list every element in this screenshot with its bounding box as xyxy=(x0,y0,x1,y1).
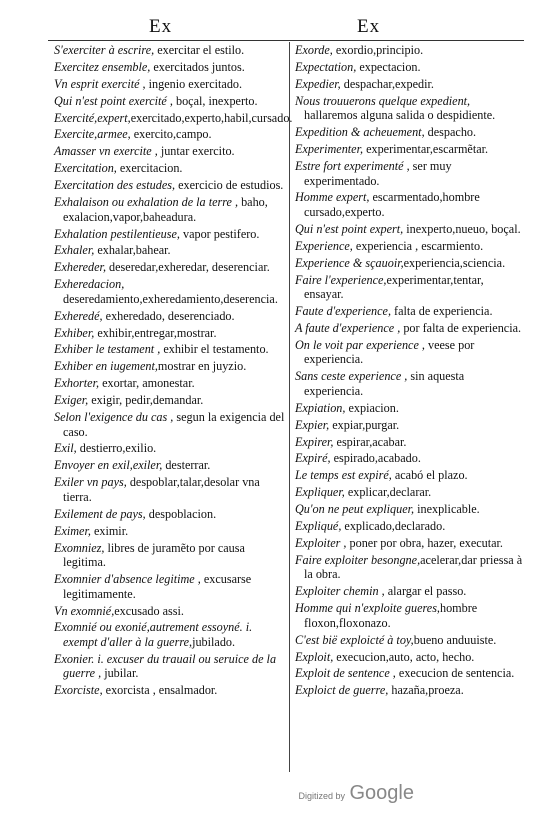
entry-french-term: Exilement de pays, xyxy=(54,506,146,521)
dictionary-entry xyxy=(295,142,523,157)
entry-spanish-gloss: expectacion. xyxy=(356,59,421,74)
dictionary-entry xyxy=(54,60,286,75)
dictionary-entry xyxy=(54,604,286,619)
entry-french-term: Estre fort experimenté , xyxy=(295,158,410,173)
entry-spanish-gloss: desterrar. xyxy=(162,458,211,473)
dictionary-entry xyxy=(54,94,286,109)
entry-french-term: Exhiber le testament , xyxy=(54,342,161,357)
dictionary-entry xyxy=(54,227,286,242)
entry-french-term: Homme qui n'exploite gueres, xyxy=(295,601,440,616)
entry-french-term: Experience & sçauoir, xyxy=(295,255,404,270)
dictionary-entry xyxy=(54,507,286,522)
entry-french-term: Expliquer, xyxy=(295,485,345,500)
dictionary-entry xyxy=(54,652,286,681)
entry-french-term: Exomnié ou exonié,autrement essoyné. i. exempt d'aller à la guerre, xyxy=(54,620,253,649)
entry-spanish-gloss: baho, exalacion,vapor,baheadura. xyxy=(63,195,268,224)
entry-french-term: Exercitation, xyxy=(54,161,117,176)
entry-spanish-gloss: veese por experiencia. xyxy=(304,337,475,367)
dictionary-entry xyxy=(295,321,523,336)
entry-french-term: Exercitation des estudes, xyxy=(54,178,176,193)
entry-french-term: Expedier, xyxy=(295,76,341,91)
entry-french-term: Expirer, xyxy=(295,434,334,449)
entry-spanish-gloss: excusado assi. xyxy=(114,603,184,618)
entry-spanish-gloss: exigir, pedir,demandar. xyxy=(88,393,204,408)
dictionary-entry xyxy=(54,127,286,142)
dictionary-entry xyxy=(295,304,523,319)
dictionary-entry xyxy=(54,144,286,159)
entry-spanish-gloss: explicado,declarado. xyxy=(341,519,446,534)
entry-french-term: Exercité,expert, xyxy=(54,110,131,125)
dictionary-entry xyxy=(54,77,286,92)
entry-french-term: Exhiber en iugement, xyxy=(54,359,158,374)
entry-spanish-gloss: hombre floxon,floxonazo. xyxy=(304,601,478,630)
dictionary-entry xyxy=(54,475,286,504)
dictionary-entry xyxy=(295,190,523,219)
dictionary-entry xyxy=(54,410,286,439)
column-divider xyxy=(289,42,290,772)
entry-french-term: Nous trouuerons quelque expedient, xyxy=(295,93,471,108)
entry-french-term: Qu'on ne peut expliquer, xyxy=(295,502,415,517)
entry-french-term: Exil, xyxy=(54,441,77,456)
entry-french-term: Homme expert, xyxy=(295,190,370,205)
dictionary-entry xyxy=(295,60,523,75)
dictionary-entry xyxy=(295,418,523,433)
entry-spanish-gloss: execucion de sentencia. xyxy=(395,666,515,681)
entry-spanish-gloss: exheredado, deserenciado. xyxy=(102,308,235,323)
entry-spanish-gloss: acabó el plazo. xyxy=(391,468,468,483)
entry-french-term: Exomnier d'absence legitime , xyxy=(54,572,201,587)
entry-french-term: Exploiter chemin , xyxy=(295,584,385,599)
dictionary-entry xyxy=(295,633,523,648)
dictionary-entry xyxy=(54,260,286,275)
entry-spanish-gloss: exercito,campo. xyxy=(130,127,212,142)
entry-spanish-gloss: experiencia,sciencia. xyxy=(403,255,506,270)
entry-french-term: Exheredé, xyxy=(54,308,103,323)
entry-french-term: Exhaler, xyxy=(54,243,95,258)
dictionary-entry xyxy=(295,256,523,271)
entry-spanish-gloss: experiencia , escarmiento. xyxy=(352,238,484,253)
entry-spanish-gloss: espirar,acabar. xyxy=(333,434,407,449)
entry-french-term: Expiation, xyxy=(295,400,346,415)
dictionary-entry xyxy=(54,277,286,306)
entry-french-term: A faute d'experience , xyxy=(295,320,401,335)
entry-french-term: Vn exomnié, xyxy=(54,603,115,618)
entry-spanish-gloss: explicar,declarar. xyxy=(344,485,432,500)
dictionary-entry xyxy=(295,239,523,254)
entry-french-term: On le voit par experience , xyxy=(295,337,425,352)
dictionary-entry xyxy=(295,502,523,517)
entry-spanish-gloss: despoblar,talar,desolar vna tierra. xyxy=(63,475,260,504)
entry-french-term: Faute d'experience, xyxy=(295,304,391,319)
entry-spanish-gloss: execucion,auto, acto, hecho. xyxy=(333,649,475,664)
entry-spanish-gloss: boçal, inexperto. xyxy=(172,93,258,108)
dictionary-entry xyxy=(54,342,286,357)
dictionary-entry xyxy=(295,451,523,466)
entry-spanish-gloss: ser muy experimentado. xyxy=(304,158,452,188)
running-head-left: Ex xyxy=(149,16,173,37)
entry-french-term: Exploit, xyxy=(295,649,334,664)
entry-spanish-gloss: exercitacion. xyxy=(116,161,183,176)
dictionary-entry xyxy=(295,519,523,534)
dictionary-entry xyxy=(54,524,286,539)
entry-french-term: Exercite,armee, xyxy=(54,127,131,142)
entry-french-term: Exorciste, xyxy=(54,683,103,698)
dictionary-entry xyxy=(295,601,523,630)
entry-spanish-gloss: sin aquesta experiencia. xyxy=(304,369,465,398)
dictionary-entry xyxy=(295,683,523,698)
entry-spanish-gloss: exercitar el estilo. xyxy=(154,43,245,57)
entry-french-term: Le temps est expiré, xyxy=(295,468,392,483)
dictionary-entry xyxy=(295,401,523,416)
entry-french-term: Exhiber, xyxy=(54,325,95,340)
dictionary-entry xyxy=(295,553,523,582)
dictionary-entry xyxy=(54,178,286,193)
entry-spanish-gloss: exordio,principio. xyxy=(332,43,424,57)
dictionary-entry xyxy=(295,369,523,398)
entry-french-term: Qui n'est point expert, xyxy=(295,221,404,236)
dictionary-entry xyxy=(54,683,286,698)
dictionary-entry xyxy=(54,376,286,391)
entry-french-term: Expier, xyxy=(295,417,330,432)
left-column xyxy=(54,43,293,700)
entry-spanish-gloss: exhibir el testamento. xyxy=(160,342,269,357)
dictionary-entry xyxy=(54,161,286,176)
entry-spanish-gloss: segun la exigencia del caso. xyxy=(63,410,285,439)
entry-french-term: Exhalation pestilentieuse, xyxy=(54,226,180,241)
dictionary-entry xyxy=(54,620,286,649)
dictionary-entry xyxy=(295,222,523,237)
dictionary-entry xyxy=(54,43,286,58)
entry-spanish-gloss: deseredar,exheredar, deserenciar. xyxy=(106,260,270,275)
dictionary-entry xyxy=(295,159,523,188)
entry-spanish-gloss: expiar,purgar. xyxy=(329,417,400,432)
entry-french-term: Envoyer en exil,exiler, xyxy=(54,458,163,473)
dictionary-entry xyxy=(295,650,523,665)
entry-french-term: Vn esprit exercité , xyxy=(54,76,146,91)
entry-spanish-gloss: poner por obra, hazer, executar. xyxy=(346,535,503,550)
entry-spanish-gloss: alargar el passo. xyxy=(384,584,467,599)
right-column xyxy=(295,43,523,700)
dictionary-entry xyxy=(295,468,523,483)
entry-french-term: Exonier. i. excuser du trauail ou seruice de la guerre , xyxy=(54,651,277,681)
entry-french-term: S'exerciter à escrire, xyxy=(54,43,155,57)
entry-spanish-gloss: inexplicable. xyxy=(414,502,480,517)
entry-french-term: Exomniez, xyxy=(54,540,105,555)
entry-spanish-gloss: escarmentado,hombre cursado,experto. xyxy=(304,190,480,220)
entry-spanish-gloss: juntar exercito. xyxy=(157,144,235,159)
entry-french-term: C'est bië exploicté à toy, xyxy=(295,632,414,647)
entry-french-term: Exploit de sentence , xyxy=(295,666,396,681)
entry-spanish-gloss: falta de experiencia. xyxy=(391,304,493,319)
dictionary-entry xyxy=(54,359,286,374)
entry-spanish-gloss: bueno anduuiste. xyxy=(413,632,497,647)
entry-french-term: Exheredacion, xyxy=(54,277,125,292)
entry-spanish-gloss: despacho. xyxy=(424,125,477,140)
dictionary-entry xyxy=(295,43,523,58)
entry-spanish-gloss: espirado,acabado. xyxy=(330,451,421,466)
entry-french-term: Experimenter, xyxy=(295,142,364,157)
entry-spanish-gloss: exhalar,bahear. xyxy=(94,243,171,258)
entry-spanish-gloss: acelerar,dar priessa à la obra. xyxy=(304,552,523,582)
entry-french-term: Expliqué, xyxy=(295,519,342,534)
entry-french-term: Faire exploiter besongne, xyxy=(295,552,421,567)
entry-spanish-gloss: libres de juramẽto por causa legitima. xyxy=(63,540,245,570)
dictionary-entry xyxy=(54,110,293,126)
dictionary-entry xyxy=(295,77,523,92)
dictionary-entry xyxy=(295,273,523,302)
dictionary-entry xyxy=(54,458,286,473)
watermark-prefix: Digitized by xyxy=(298,791,345,801)
entry-spanish-gloss: experimentar,escarmẽtar. xyxy=(363,142,489,157)
digitized-by-watermark xyxy=(298,782,414,805)
entry-spanish-gloss: deseredamiento,exheredamiento,deserencia. xyxy=(63,291,278,306)
entry-french-term: Exhereder, xyxy=(54,260,106,275)
entry-spanish-gloss: exercicio de estudios. xyxy=(175,178,284,193)
entry-spanish-gloss: experimentar,tentar, ensayar. xyxy=(304,272,484,302)
dictionary-entry xyxy=(295,435,523,450)
dictionary-entry xyxy=(54,441,286,456)
entry-spanish-gloss: despoblacion. xyxy=(145,506,217,521)
entry-french-term: Faire l'experience, xyxy=(295,272,387,287)
dictionary-entry xyxy=(295,666,523,681)
dictionary-entry xyxy=(295,536,523,551)
entry-spanish-gloss: jubilar. xyxy=(101,666,139,681)
dictionary-entry xyxy=(54,572,286,601)
entry-spanish-gloss: eximir. xyxy=(90,523,129,538)
entry-french-term: Exiler vn pays, xyxy=(54,475,127,490)
entry-spanish-gloss: destierro,exilio. xyxy=(76,441,157,456)
dictionary-entry xyxy=(54,195,286,224)
dictionary-entry xyxy=(295,338,523,367)
entry-spanish-gloss: excusarse legitimamente. xyxy=(63,572,252,601)
dictionary-entry xyxy=(295,94,523,123)
entry-spanish-gloss: mostrar en juyzio. xyxy=(157,359,247,374)
dictionary-entry xyxy=(295,485,523,500)
entry-french-term: Exhorter, xyxy=(54,376,100,391)
entry-french-term: Expiré, xyxy=(295,451,331,466)
dictionary-entry xyxy=(295,584,523,599)
entry-french-term: Sans ceste experience , xyxy=(295,369,408,384)
entry-french-term: Exploict de guerre, xyxy=(295,683,389,698)
entry-spanish-gloss: exercitado,experto,habil,cursado. xyxy=(130,110,293,125)
entry-spanish-gloss: jubilado. xyxy=(192,634,236,649)
dictionary-entry xyxy=(54,326,286,341)
entry-spanish-gloss: vapor pestifero. xyxy=(179,226,260,241)
entry-french-term: Exploiter , xyxy=(295,535,347,550)
dictionary-entry xyxy=(54,393,286,408)
dictionary-entry xyxy=(295,125,523,140)
entry-spanish-gloss: hazaña,proeza. xyxy=(388,683,464,698)
entry-french-term: Selon l'exigence du cas , xyxy=(54,410,174,424)
entry-spanish-gloss: inexperto,nueuo, boçal. xyxy=(403,221,521,236)
entry-spanish-gloss: expiacion. xyxy=(345,400,399,415)
entry-spanish-gloss: por falta de experiencia. xyxy=(400,320,522,335)
entry-french-term: Eximer, xyxy=(54,523,91,538)
entry-french-term: Qui n'est point exercité , xyxy=(54,93,173,108)
entry-french-term: Experience, xyxy=(295,238,353,253)
dictionary-entry xyxy=(54,541,286,570)
entry-spanish-gloss: despachar,expedir. xyxy=(340,76,434,91)
entry-spanish-gloss: exortar, amonestar. xyxy=(99,376,195,391)
dictionary-entry xyxy=(54,309,286,324)
entry-spanish-gloss: ingenio exercitado. xyxy=(145,76,243,91)
entry-spanish-gloss: exhibir,entregar,mostrar. xyxy=(94,325,217,340)
watermark-brand: Google xyxy=(349,782,414,804)
entry-spanish-gloss: hallaremos alguna salida o despidiente. xyxy=(304,108,496,123)
dictionary-entry xyxy=(54,243,286,258)
entry-french-term: Expedition & acheuement, xyxy=(295,125,425,140)
entry-french-term: Expectation, xyxy=(295,59,357,74)
entry-french-term: Exercitez ensemble, xyxy=(54,59,151,74)
header-rule xyxy=(48,40,524,41)
entry-french-term: Exiger, xyxy=(54,393,89,408)
entry-spanish-gloss: exercitados juntos. xyxy=(150,59,245,74)
entry-french-term: Amasser vn exercite , xyxy=(54,144,158,159)
entry-french-term: Exorde, xyxy=(295,43,333,57)
entry-french-term: Exhalaison ou exhalation de la terre , xyxy=(54,195,239,210)
running-head-right: Ex xyxy=(357,16,381,37)
entry-spanish-gloss: exorcista , ensalmador. xyxy=(102,683,218,698)
